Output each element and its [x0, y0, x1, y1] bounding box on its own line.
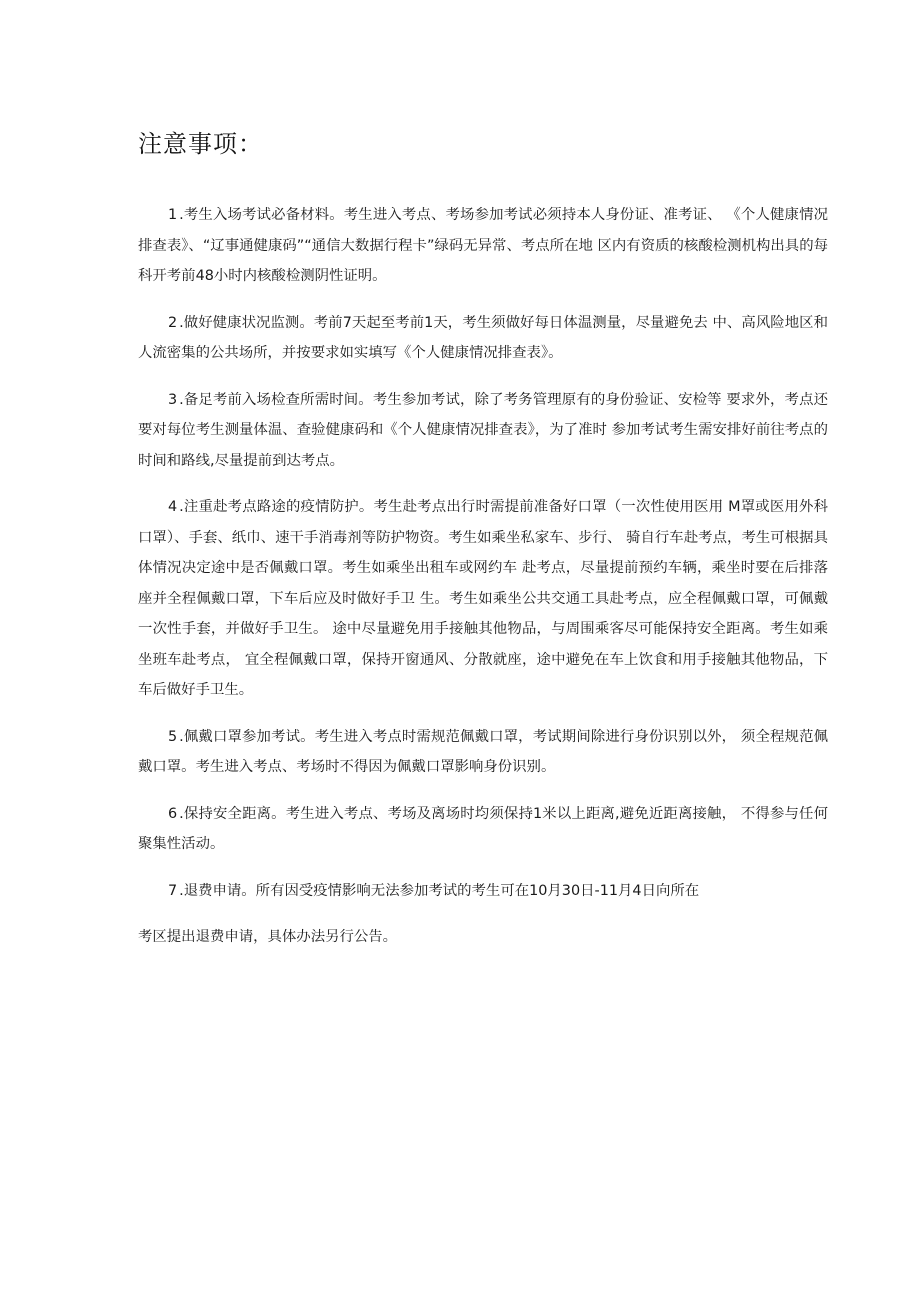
item-text: .退费申请。所有因受疫情影响无法参加考试的考生可在10月30日-11月4日向所在 — [179, 882, 700, 899]
item-number: 1 — [168, 207, 178, 223]
notice-item-7 — [138, 876, 828, 952]
notice-item-6 — [138, 799, 828, 860]
notice-item-3 — [138, 385, 828, 477]
item-text: .考生入场考试必备材料。考生进入考点、考场参加考试必须持本人身份证、准考证、 《个人健康情况排查表》、“辽事通健康码”“通信大数据行程卡”绿码无异常、考点所在地 区内有资质的核酸检测机构出具的每科开考前48小时内核酸检测阴性证明。 — [138, 207, 828, 284]
item-number: 5 — [168, 728, 178, 745]
notice-list — [138, 200, 828, 968]
notice-item-2 — [138, 308, 828, 369]
item-text: .保持安全距离。考生进入考点、考场及离场时均须保持1米以上距离,避免近距离接触， 不得参与任何聚集性活动。 — [138, 805, 828, 852]
item-text: .备足考前入场检查所需时间。考生参加考试，除了考务管理原有的身份验证、安检等 要求外，考点还要对每位考生测量体温、查验健康码和《个人健康情况排查表》，为了准时 参加考试考生需安排好前往考点的时间和路线,尽量提前到达考点。 — [138, 391, 828, 469]
item-text: .注重赴考点路途的疫情防护。考生赴考点出行时需提前准备好口罩（一次性使用医用 M罩或医用外科口罩）、手套、纸巾、速干手消毒剂等防护物资。考生如乘坐私家车、步行、 骑自行车赴考点，考生可根据具体情况决定途中是否佩戴口罩。考生如乘坐出租车或网约车 赴考点，尽量提前预约车辆，乘坐时要在后排落座并全程佩戴口罩，下车后应及时做好手卫 生。考生如乘坐公共交通工具赴考点，应全程佩戴口罩，可佩戴一次性手套，并做好手卫生。 途中尽量避免用手接触其他物品，与周围乘客尽可能保持安全距离。考生如乘坐班车赴考点， 宜全程佩戴口罩，保持开窗通风、分散就座，途中避免在车上饮食和用手接触其他物品，下 车后做好手卫生。 — [138, 499, 828, 698]
item-line-2: 考区提出退费申请，具体办法另行公告。 — [138, 928, 398, 945]
item-line-1 — [138, 876, 828, 906]
page-title: 注意事项： — [138, 130, 263, 158]
item-number: 6 — [168, 805, 178, 822]
notice-item-1 — [138, 200, 828, 292]
notice-item-5 — [138, 722, 828, 783]
notice-item-4 — [138, 492, 828, 706]
item-text: .佩戴口罩参加考试。考生进入考点时需规范佩戴口罩，考试期间除进行身份识别以外， 须全程规范佩戴口罩。考生进入考点、考场时不得因为佩戴口罩影响身份识别。 — [138, 728, 828, 775]
item-number: 4 — [168, 499, 178, 515]
item-number: 3 — [168, 391, 178, 408]
item-number: 2 — [168, 314, 178, 331]
item-number: 7 — [168, 882, 178, 899]
item-text: .做好健康状况监测。考前7天起至考前1天，考生须做好每日体温测量，尽量避免去 中、高风险地区和人流密集的公共场所，并按要求如实填写《个人健康情况排查表》。 — [138, 314, 828, 361]
